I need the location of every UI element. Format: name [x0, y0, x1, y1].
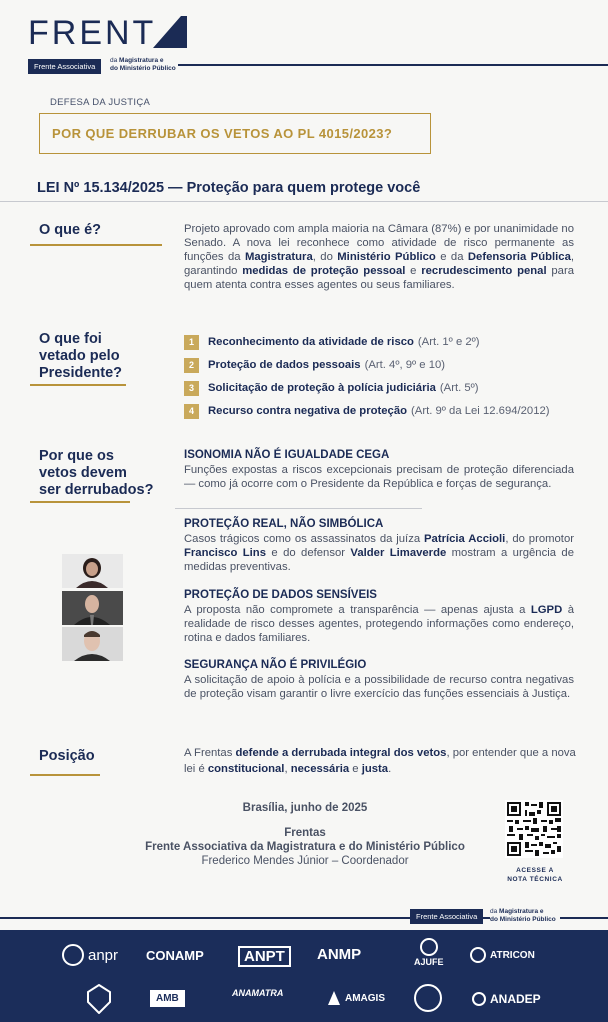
section-label-vetado [39, 331, 122, 382]
veto-text: Reconhecimento da atividade de risco [208, 336, 414, 348]
text-span: mostram a urgência de medidas preventivas. [184, 547, 574, 573]
label-line: vetos devem [39, 465, 127, 481]
veto-number-badge: 2 [184, 358, 199, 373]
text-span: , garantindo [184, 251, 574, 277]
logo-sub-line1: Magistratura e [499, 908, 544, 915]
text-span: Casos trágicos como os assassinatos da juíza [184, 533, 424, 545]
qr-label-line: ACESSE A [516, 867, 554, 874]
scales-emblem-icon [414, 984, 442, 1012]
veto-number-badge: 4 [184, 404, 199, 419]
reason-body [184, 532, 574, 574]
veto-article: (Art. 4º, 9º e 10) [364, 359, 446, 371]
veto-number-badge: 1 [184, 335, 199, 350]
veto-number-badge: 3 [184, 381, 199, 396]
reason-divider [175, 508, 422, 509]
partner-logo-anpr [62, 944, 118, 966]
reason-title: SEGURANÇA NÃO É PRIVILÉGIO [184, 659, 367, 671]
section-label-por-que [39, 448, 153, 499]
reason-title: PROTEÇÃO REAL, NÃO SIMBÓLICA [184, 518, 384, 530]
partner-name: ANMP [317, 946, 362, 963]
text-strong: Francisco Lins [184, 547, 266, 559]
partner-name: AJUFE [414, 957, 444, 967]
partner-name: ANADEP [490, 992, 541, 1006]
veto-article: (Art. 5º) [439, 382, 479, 394]
partner-logo-anpt [238, 946, 291, 967]
text-strong: justa [361, 763, 389, 775]
partner-name: CONAMP [146, 948, 204, 963]
o-que-e-paragraph [184, 222, 574, 292]
question-heading: POR QUE DERRUBAR OS VETOS AO PL 4015/2023? [52, 126, 393, 141]
partner-name: AMAGIS [345, 992, 385, 1004]
text-span: . [388, 763, 392, 775]
text-strong: Patrícia Accioli [424, 533, 506, 545]
partner-logo-anmp [317, 946, 361, 963]
logo-sub-pre: da [110, 57, 118, 64]
partner-name: ATRICON [490, 949, 535, 961]
partner-logo-anamatra [232, 988, 283, 998]
shield-emblem-icon [86, 984, 112, 1014]
bottom-logo-badge: Frente Associativa [410, 909, 483, 924]
label-line: vetado pelo [39, 348, 120, 364]
atricon-emblem-icon [470, 947, 486, 963]
section-underline [30, 501, 130, 503]
text-span: , [284, 763, 291, 775]
qr-code-icon[interactable] [505, 800, 563, 858]
text-strong: necessária [290, 763, 350, 775]
partner-name: ANPT [244, 948, 285, 965]
photo-patricia-accioli [62, 554, 123, 588]
veto-item [184, 334, 480, 350]
partner-logo-atricon [470, 947, 535, 963]
org-name: Frentas [284, 827, 326, 839]
logo-sub-pre: da [490, 908, 498, 915]
text-span: e [349, 763, 362, 775]
logo-sub-line2: do Ministério Público [490, 916, 556, 923]
text-strong: Defensoria Pública [467, 251, 571, 263]
text-span: à realidade de risco desses agentes, protegendo informações como endereço, rotina e dados familiares. [184, 604, 574, 644]
place-date: Brasília, junho de 2025 [242, 802, 368, 814]
partner-logo-amagis [327, 990, 385, 1006]
text-strong: Ministério Público [337, 251, 436, 263]
partner-name: anpr [88, 946, 119, 964]
reason-body [184, 603, 574, 645]
veto-item [184, 357, 445, 373]
veto-text: Solicitação de proteção à polícia judiciária [208, 382, 436, 394]
veto-text: Proteção de dados pessoais [208, 359, 361, 371]
text-span: Projeto aprovado com ampla maioria na Câmara (87%) e por unanimidade no Senado. A nova lei reconhece como atividade de risco permanente as funções da [184, 223, 574, 263]
text-strong: Valder Limaverde [350, 547, 447, 559]
section-label-o-que-e: O que é? [39, 222, 102, 238]
text-strong: defende a derrubada integral dos vetos [235, 747, 447, 759]
logo-sub-line2: do Ministério Público [110, 65, 176, 72]
text-span: , do [312, 251, 338, 263]
partner-logo-conamp [146, 948, 204, 963]
text-span: , do promotor [505, 533, 574, 545]
photo-francisco-lins [62, 591, 123, 625]
ajufe-emblem-icon [420, 938, 438, 956]
partner-logo-ajufe [414, 938, 444, 967]
text-strong: LGPD [530, 604, 563, 616]
section-underline [30, 384, 126, 386]
partner-logo-scales [414, 984, 442, 1012]
header [0, 0, 608, 80]
partner-logo-anadep [472, 992, 541, 1006]
amagis-emblem-icon [327, 990, 341, 1006]
label-line: O que foi [39, 331, 102, 347]
anadep-emblem-icon [472, 992, 486, 1006]
veto-item [184, 403, 550, 419]
label-line: Presidente? [39, 365, 122, 381]
org-full-name: Frente Associativa da Magistratura e do Ministério Público [145, 841, 465, 853]
text-span: e do defensor [266, 547, 351, 559]
text-strong: medidas de proteção pessoal [242, 265, 406, 277]
signature-block [100, 802, 510, 868]
reason-title: PROTEÇÃO DE DADOS SENSÍVEIS [184, 589, 377, 601]
partner-name: ANAMATRA [232, 988, 284, 998]
text-span: A proposta não compromete a transparência — apenas ajusta a [184, 604, 531, 616]
question-box [39, 113, 431, 154]
law-divider [0, 201, 608, 202]
text-span: , por entender que a nova lei é [184, 747, 576, 775]
label-line: ser derrubados? [39, 482, 154, 498]
anpr-emblem-icon [62, 944, 84, 966]
text-span: e da [435, 251, 468, 263]
logo-sub-line1: Magistratura e [119, 57, 164, 64]
text-span: para quem atenta contra esses agentes ou seus familiares. [184, 265, 574, 291]
logo-wordmark: FRENT [28, 14, 157, 52]
reason-body: A solicitação de apoio à polícia e a possibilidade de recurso contra negativas de proteção visam garantir o livre exercício das funções essenciais à Justiça. [184, 674, 574, 700]
partner-name: AMB [156, 993, 179, 1004]
partner-logos-bar [0, 930, 608, 1022]
photo-valder-limaverde [62, 627, 123, 661]
law-title: LEI Nº 15.134/2025 — Proteção para quem protege você [37, 180, 421, 196]
veto-text: Recurso contra negativa de proteção [208, 405, 408, 417]
veto-item [184, 380, 479, 396]
veto-article: (Art. 9º da Lei 12.694/2012) [411, 405, 550, 417]
reason-body: Funções expostas a riscos excepcionais precisam de proteção diferenciada — como já ocorre com o Presidente da República e forças de segurança. [184, 464, 574, 490]
text-span: A Frentas [184, 747, 236, 759]
text-strong: recrudescimento penal [421, 265, 547, 277]
label-line: Por que os [39, 448, 114, 464]
qr-label-line: NOTA TÉCNICA [507, 876, 563, 883]
logo-badge: Frente Associativa [28, 59, 101, 74]
qr-label [492, 866, 578, 884]
veto-article: (Art. 1º e 2º) [417, 336, 480, 348]
kicker: DEFESA DA JUSTIÇA [50, 97, 151, 108]
text-span: e [405, 265, 422, 277]
reason-title: ISONOMIA NÃO É IGUALDADE CEGA [184, 449, 390, 461]
bottom-logo-subtitle [490, 908, 560, 924]
logo-subtitle [110, 57, 176, 73]
posicao-paragraph [184, 745, 576, 777]
header-divider [178, 64, 608, 66]
section-underline [30, 244, 162, 246]
partner-logo-shield [86, 984, 112, 1014]
logo-triangle-icon [149, 14, 193, 50]
section-label-posicao: Posição [39, 748, 95, 764]
text-strong: constitucional [207, 763, 285, 775]
coordinator: Frederico Mendes Júnior – Coordenador [201, 855, 409, 867]
text-strong: Magistratura [244, 251, 313, 263]
partner-logo-amb [150, 990, 185, 1007]
section-underline [30, 774, 100, 776]
